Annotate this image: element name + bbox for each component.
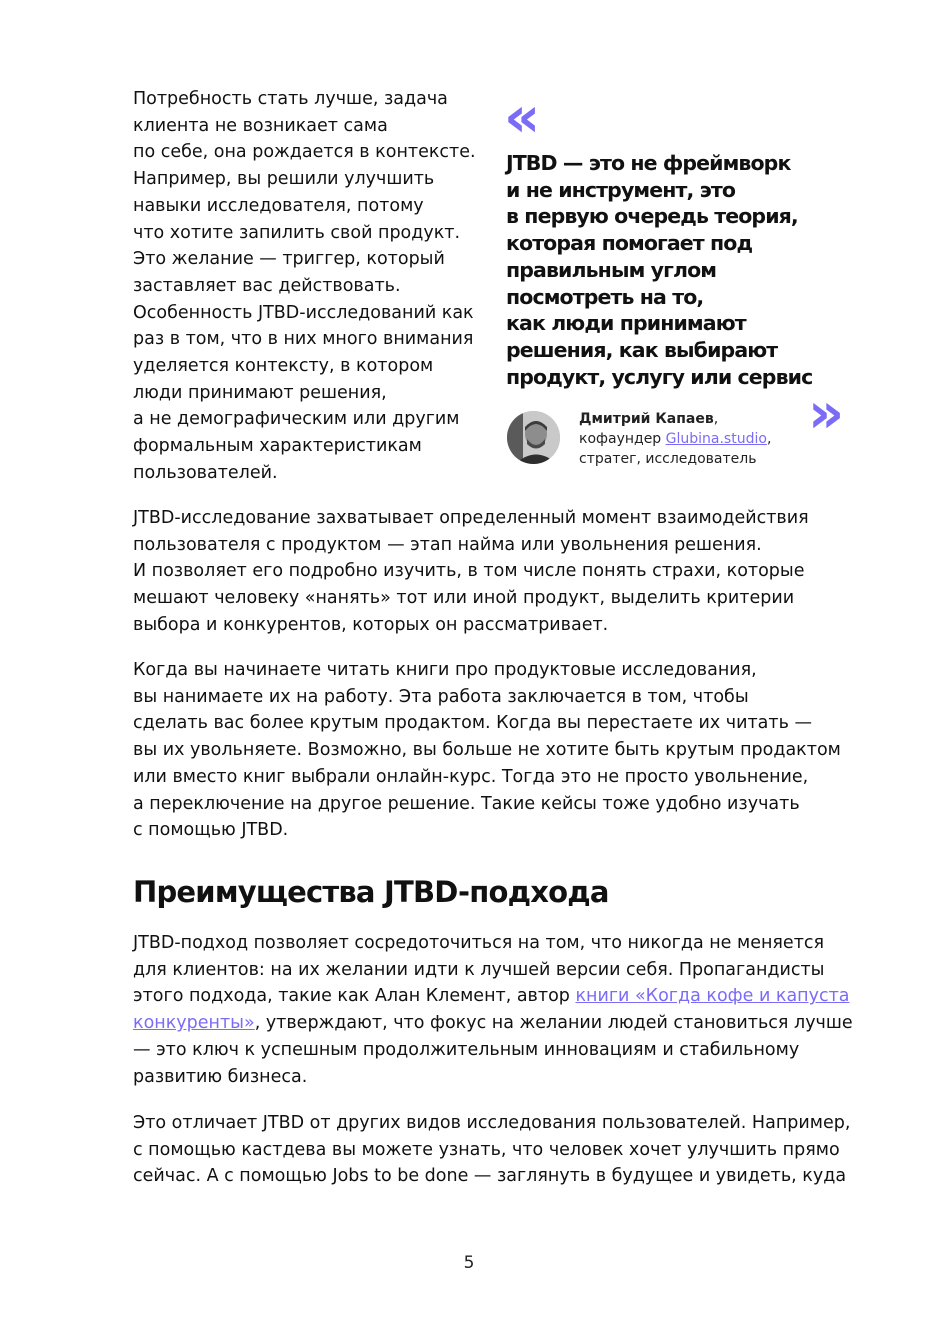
author-name: Дмитрий Капаев [579, 411, 714, 427]
author-role: кофаундер [579, 431, 666, 447]
author-company-suffix: , [766, 431, 772, 447]
book-link[interactable]: книги «Когда кофе и капуста конкуренты» [133, 986, 850, 1034]
author-line-1 [579, 409, 819, 429]
approach-text-after: , утверждают, что фокус на желании людей становиться лучше — это ключ к успешным продолжительным инновациям и стабильному развитию бизнеса. [133, 1013, 853, 1087]
approach-paragraph [133, 930, 853, 1090]
difference-paragraph: Это отличает JTBD от других видов исследования пользователей. Например, с помощью кастдева вы можете узнать, что человек хочет улучшить прямо сейчас. А с помощью Jobs to be done — заглянуть в будущее и увидеть, куда [133, 1113, 851, 1187]
intro-paragraph: Потребность стать лучше, задача клиента не возникает сама по себе, она рождается в контексте. Например, вы решили улучшить навыки исследователя, потому что хотите запилить свой продукт. Это желание — триггер, который заставляет вас действовать. Особенность JTBD-исследований как раз в том, что в них много внимания уделяется контексту, в котором люди принимают решения, а не демографическим или другим формальным характеристикам пользователей. [133, 89, 476, 483]
author-line-2 [579, 429, 819, 449]
books-paragraph: Когда вы начинаете читать книги про продуктовые исследования, вы нанимаете их на работу. Эта работа заключается в том, чтобы сделать вас более крутым продактом. Когда вы перестаете их читать — вы их увольняете. Возможно, вы больше не хотите быть крутым продактом или вместо книг выбрали онлайн-курс. Тогда это не просто увольнение, а переключение на другое решение. Такие кейсы тоже удобно изучать с помощью JTBD. [133, 660, 841, 841]
author-photo-icon [507, 411, 560, 464]
author-role-2: стратег, исследователь [579, 451, 757, 467]
author-avatar [507, 411, 560, 464]
company-link[interactable]: Glubina.studio [665, 431, 767, 447]
pull-quote: JTBD — это не фреймворк и не инструмент, это в первую очередь теория, которая помогает под правильным углом посмотреть на то, как люди принимают решения, как выбирают продукт, услугу или сервис [506, 151, 813, 389]
author-separator: , [713, 411, 719, 427]
quote-close-mark: » [808, 381, 831, 446]
jtbd-paragraph: JTBD-исследование захватывает определенный момент взаимодействия пользователя с продуктом — этап найма или увольнения решения. И позволяет его подробно изучить, в том числе понять страхи, которые мешают человеку «нанять» тот или иной продукт, выделить критерии выбора и конкурентов, которых он рассматривает. [133, 508, 809, 635]
section-heading: Преимущества JTBD-подхода [133, 875, 609, 909]
page-number: 5 [463, 1253, 475, 1273]
quote-open-mark: « [504, 85, 527, 150]
quote-author [579, 409, 819, 469]
approach-text-before: JTBD-подход позволяет сосредоточиться на том, что никогда не меняется для клиентов: на их желании идти к лучшей версии себя. Пропагандисты этого подхода, такие как Алан Клемент, автор [133, 933, 825, 1007]
